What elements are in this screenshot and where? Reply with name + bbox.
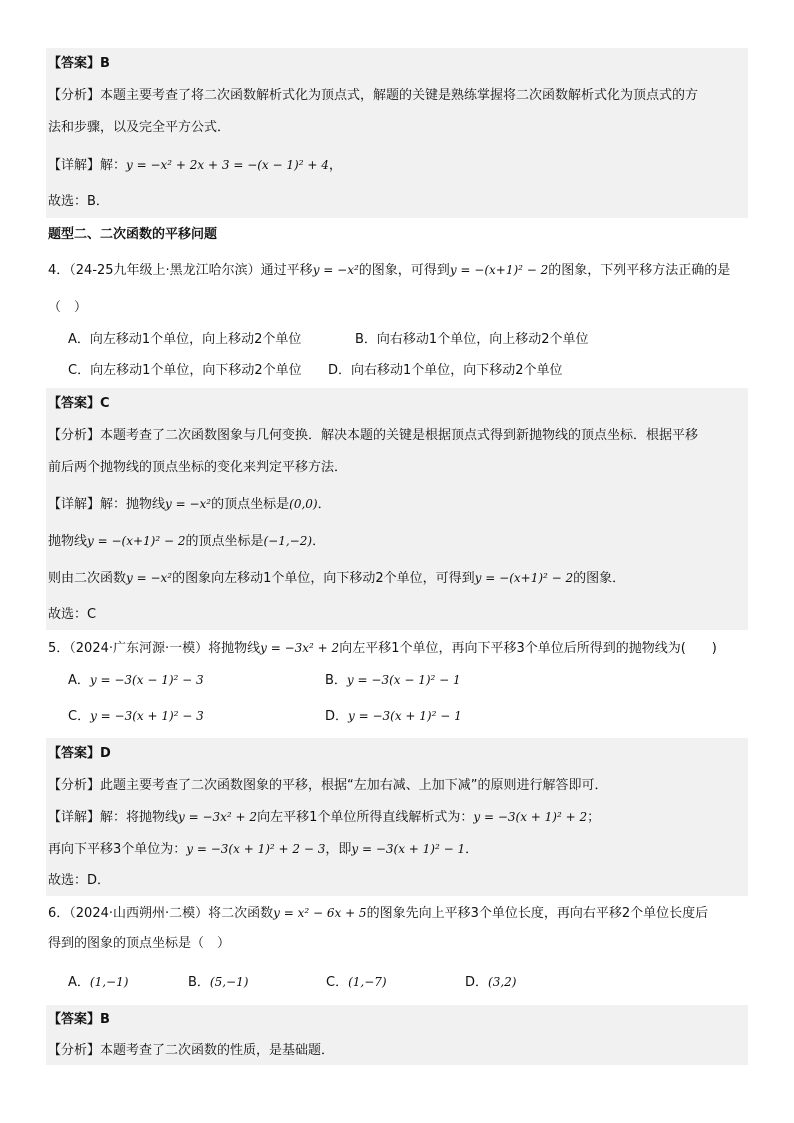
q4-stem (48, 260, 730, 281)
q5-option-b (325, 670, 461, 691)
q3-answer: 【答案】B (48, 56, 110, 71)
q4-d1-math2: (0,0) (289, 497, 318, 511)
q3-conclusion: 故选：B． (48, 194, 109, 209)
q5-opt-d-label: D． (325, 709, 349, 724)
q5-d2-math: y = −3(x + 1)² + 2 − 3 (186, 842, 326, 856)
q4-option-b: B．向右移动1个单位，向上移动2个单位 (355, 332, 589, 347)
q6-option-b (188, 972, 248, 993)
q4-detail-2 (48, 531, 325, 552)
q4-conclusion: 故选：C (48, 607, 97, 622)
q6-opt-d-value: (3,2) (488, 975, 517, 989)
q5-d2-c: ． (465, 842, 479, 857)
q4-d2-c: ． (312, 534, 326, 549)
q5-d1-math2: y = −3(x + 1)² + 2 (473, 810, 588, 824)
q4-d2-math: y = −(x+1)² − 2 (87, 534, 186, 548)
q3-detail-formula: y = −x² + 2x + 3 = −(x − 1)² + 4 (126, 158, 329, 172)
q6-answer: 【答案】B (48, 1012, 110, 1027)
q4-d2-a: 抛物线 (48, 534, 88, 549)
q4-d2-b: 的顶点坐标是 (185, 534, 264, 549)
q4-analysis-cont: 前后两个抛物线的顶点坐标的变化来判定平移方法． (48, 460, 348, 475)
q6-option-a (68, 972, 128, 993)
q4-stem-b: 的图象，可得到 (358, 263, 450, 278)
q5-d2-a: 再向下平移3个单位为： (48, 842, 187, 857)
q5-d1-c: ； (587, 810, 601, 825)
q3-detail-suffix: ， (328, 158, 342, 173)
q3-detail-prefix: 【详解】解： (48, 158, 127, 173)
q4-paren: （ ） (48, 300, 88, 315)
q4-d1-math: y = −x² (165, 497, 212, 511)
q6-option-d (465, 972, 516, 993)
q5-opt-c-label: C． (68, 709, 91, 724)
q5-d1-a: 【详解】解：将抛物线 (48, 810, 179, 825)
q5-option-c (68, 706, 204, 727)
q4-d3-c: 的图象． (573, 571, 626, 586)
q5-stem-math: y = −3x² + 2 (260, 641, 340, 655)
q4-stem-a: 4．（24-25九年级上·黑龙江哈尔滨）通过平移 (48, 263, 313, 278)
q5-opt-d-formula: y = −3(x + 1)² − 1 (348, 709, 462, 723)
q6-stem-a: 6．（2024·山西朔州·二模）将二次函数 (48, 906, 274, 921)
q4-d3-b: 的图象向左移动1个单位，向下移动2个单位，可得到 (172, 571, 475, 586)
q5-option-d (325, 706, 462, 727)
q6-opt-d-label: D． (465, 975, 489, 990)
q6-opt-a-label: A． (68, 975, 90, 990)
q6-opt-a-value: (1,−1) (89, 975, 129, 989)
q4-stem-c: 的图象，下列平移方法正确的是 (548, 263, 731, 278)
q3-analysis: 【分析】本题主要考查了将二次函数解析式化为顶点式，解题的关键是熟练掌握将二次函数解析式化为顶点式的方 (48, 88, 699, 103)
q5-d1-b: 向左平移1个单位所得直线解析式为： (257, 810, 474, 825)
q6-stem-b: 的图象先向上平移3个单位长度，再向右平移2个单位长度后 (366, 906, 709, 921)
q3-analysis-cont: 法和步骤，以及完全平方公式． (48, 120, 231, 135)
q6-stem (48, 903, 708, 924)
q5-conclusion: 故选：D． (48, 873, 111, 888)
q5-stem-a: 5．（2024·广东河源·一模）将抛物线 (48, 641, 261, 656)
q6-opt-c-label: C． (326, 975, 349, 990)
q6-stem-math: y = x² − 6x + 5 (273, 906, 367, 920)
q5-opt-a-formula: y = −3(x − 1)² − 3 (89, 673, 204, 687)
q4-d3-math2: y = −(x+1)² − 2 (474, 571, 574, 585)
q6-analysis: 【分析】本题考查了二次函数的性质，是基础题． (48, 1043, 335, 1058)
q5-stem-b: 向左平移1个单位，再向下平移3个单位后所得到的抛物线为( ) (339, 641, 717, 656)
q6-stem-cont: 得到的图象的顶点坐标是（ ） (48, 936, 231, 951)
q4-d3-a: 则由二次函数 (48, 571, 127, 586)
q5-detail-2 (48, 839, 478, 860)
q3-detail (48, 155, 342, 176)
q6-opt-b-value: (5,−1) (209, 975, 249, 989)
q4-d1-c: ． (317, 497, 331, 512)
q4-answer: 【答案】C (48, 396, 110, 411)
q5-d2-b: ，即 (325, 842, 352, 857)
q6-opt-c-value: (1,−7) (348, 975, 387, 989)
q5-stem (48, 638, 717, 659)
q5-opt-b-formula: y = −3(x − 1)² − 1 (346, 673, 461, 687)
q5-opt-b-label: B． (325, 673, 347, 688)
q4-option-c: C．向左移动1个单位，向下移动2个单位 (68, 363, 302, 378)
q4-stem-math2: y = −(x+1)² − 2 (449, 263, 549, 277)
q4-stem-math1: y = −x² (312, 263, 359, 277)
q5-opt-a-label: A． (68, 673, 90, 688)
q5-analysis: 【分析】此题主要考查了二次函数图象的平移，根据“左加右减、上加下减”的原则进行解答即可． (48, 778, 608, 793)
q4-analysis: 【分析】本题考查了二次函数图象与几何变换．解决本题的关键是根据顶点式得到新抛物线的顶点坐标．根据平移 (48, 428, 699, 443)
q4-d3-math: y = −x² (126, 571, 173, 585)
q5-detail-1 (48, 807, 600, 828)
q6-option-c (326, 972, 387, 993)
q5-d2-math2: y = −3(x + 1)² − 1 (351, 842, 466, 856)
section-title: 题型二、二次函数的平移问题 (48, 227, 218, 242)
q6-opt-b-label: B． (188, 975, 210, 990)
q5-d1-math: y = −3x² + 2 (178, 810, 258, 824)
q5-opt-c-formula: y = −3(x + 1)² − 3 (90, 709, 204, 723)
q5-answer: 【答案】D (48, 746, 111, 761)
q4-detail-1 (48, 494, 331, 515)
q4-d1-b: 的顶点坐标是 (211, 497, 290, 512)
q5-option-a (68, 670, 204, 691)
q4-detail-3 (48, 568, 625, 589)
q4-d1-a: 【详解】解：抛物线 (48, 497, 166, 512)
q4-option-d: D．向右移动1个单位，向下移动2个单位 (328, 363, 563, 378)
q4-option-a: A．向左移动1个单位，向上移动2个单位 (68, 332, 302, 347)
q4-d2-math2: (−1,−2) (263, 534, 313, 548)
